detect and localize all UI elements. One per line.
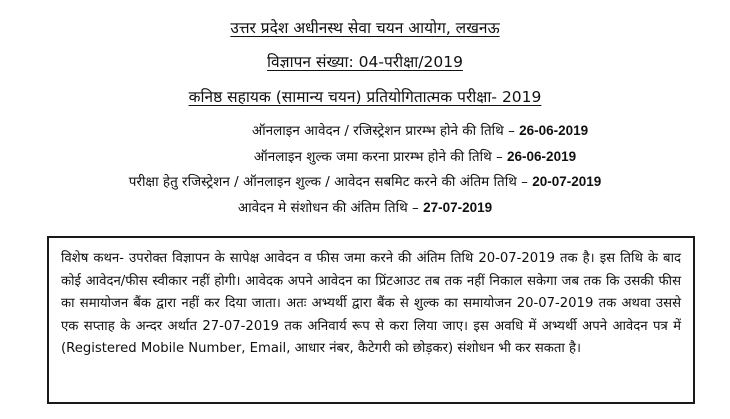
date-line-last-submission (0, 173, 730, 191)
date-label: आवेदन मे संशोधन की अंतिम तिथि – (237, 200, 424, 216)
date-line-last-correction (0, 199, 730, 217)
date-value: 26-06-2019 (507, 149, 577, 164)
exam-title: कनिष्ठ सहायक (सामान्य चयन) प्रतियोगितात्मक परीक्षा- 2019 (188, 88, 542, 106)
advertisement-number: विज्ञापन संख्या: 04-परीक्षा/2019 (267, 53, 463, 71)
date-label: परीक्षा हेतु रजिस्ट्रेशन / ऑनलाइन शुल्क / आवेदन सबमिट करने की अंतिम तिथि – (128, 174, 533, 190)
date-line-fee-start (0, 148, 730, 166)
special-notice-box (47, 236, 695, 404)
commission-heading: उत्तर प्रदेश अधीनस्थ सेवा चयन आयोग, लखनऊ (230, 19, 500, 37)
date-value: 26-06-2019 (519, 123, 589, 138)
date-line-registration-start (0, 122, 730, 140)
date-label: ऑनलाइन आवेदन / रजिस्ट्रेशन प्रारम्भ होने की तिथि – (251, 123, 520, 139)
date-value: 27-07-2019 (423, 200, 493, 215)
date-value: 20-07-2019 (532, 174, 602, 189)
date-label: ऑनलाइन शुल्क जमा करना प्रारम्भ होने की तिथि – (253, 149, 508, 165)
special-notice-text: विशेष कथन- उपरोक्त विज्ञापन के सापेक्ष आवेदन व फीस जमा करने की अंतिम तिथि 20-07-2019 तक है। इस तिथि के बाद कोई आवेदन/फीस स्वीकार नहीं होगी। आवेदक अपने आवेदन का प्रिंटआउट तब तक नहीं निकाल सकेगा जब तक कि उसकी फीस का समायोजन बैंक द्वारा नहीं कर दिया जाता। अतः अभ्यर्थी द्वारा बैंक से शुल्क का समायोजन 20-07-2019 तक अथवा उससे एक सप्ताह के अन्दर अर्थात 27-07-2019 तक अनिवार्य रूप से करा लिया जाए। इस अवधि में अभ्यर्थी अपने आवेदन पत्र में (Registered Mobile Number, Email, आधार नंबर, कैटेगरी को छोड़कर) संशोधन भी कर सकता है। (61, 251, 681, 357)
